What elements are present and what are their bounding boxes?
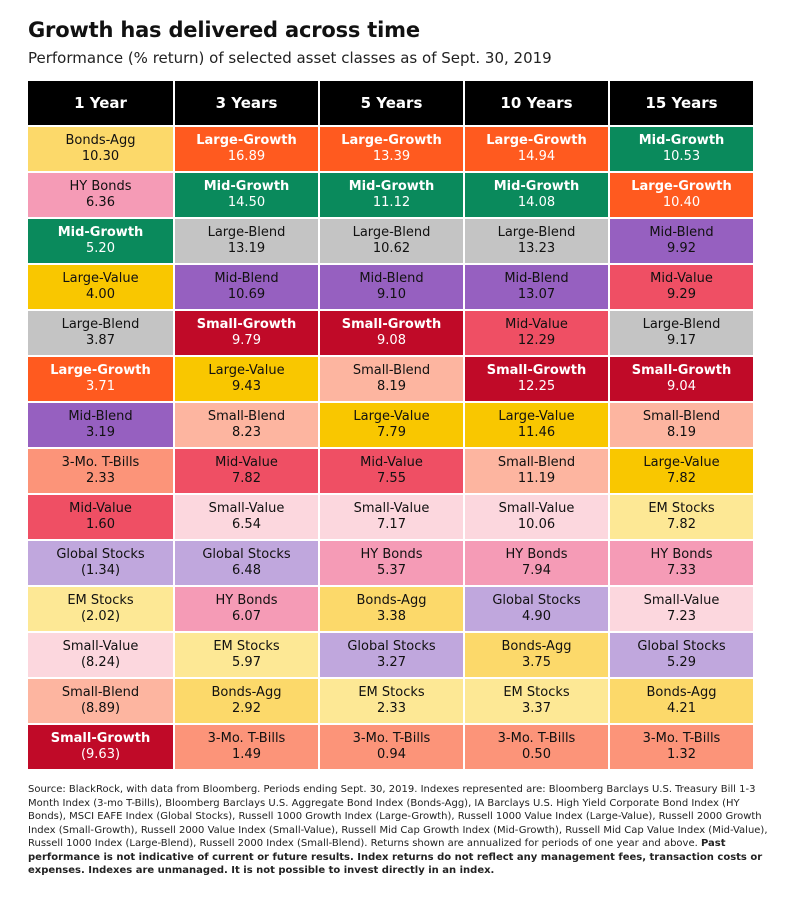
return-value: 9.10 [377, 287, 406, 302]
asset-class-label: 3-Mo. T-Bills [61, 455, 140, 470]
return-value: 3.87 [86, 333, 115, 348]
asset-class-label: Mid-Value [650, 271, 713, 286]
table-column [173, 125, 318, 769]
table-cell [28, 125, 173, 171]
asset-class-label: Large-Value [643, 455, 720, 470]
return-value: 11.46 [517, 425, 556, 440]
return-value: 2.33 [86, 471, 115, 486]
table-cell [28, 217, 173, 263]
asset-class-label: Mid-Value [505, 317, 568, 332]
asset-class-label: Mid-Growth [57, 225, 144, 240]
asset-class-label: Small-Value [62, 639, 139, 654]
table-cell [175, 539, 318, 585]
asset-class-label: Mid-Growth [348, 179, 435, 194]
return-value: 2.92 [232, 701, 261, 716]
table-header-row [28, 81, 753, 125]
table-cell [610, 539, 753, 585]
table-cell [175, 401, 318, 447]
table-cell [175, 171, 318, 217]
table-cell [320, 263, 463, 309]
return-value: 11.12 [372, 195, 411, 210]
return-value: 10.53 [662, 149, 701, 164]
table-cell [320, 309, 463, 355]
table-cell [465, 355, 608, 401]
table-cell [610, 447, 753, 493]
table-cell [320, 171, 463, 217]
asset-class-label: Small-Growth [486, 363, 587, 378]
table-cell [610, 677, 753, 723]
table-cell [175, 493, 318, 539]
table-cell [28, 355, 173, 401]
return-value: 4.90 [522, 609, 551, 624]
asset-class-label: Small-Growth [50, 731, 151, 746]
asset-class-label: Bonds-Agg [501, 639, 572, 654]
return-value: 3.27 [377, 655, 406, 670]
table-cell [465, 401, 608, 447]
return-value: 9.04 [667, 379, 696, 394]
table-cell [610, 723, 753, 769]
table-cell [175, 631, 318, 677]
table-cell [320, 125, 463, 171]
asset-class-label: Small-Blend [207, 409, 286, 424]
return-value: 0.94 [377, 747, 406, 762]
return-value: 16.89 [227, 149, 266, 164]
table-cell [610, 171, 753, 217]
table-cell [465, 125, 608, 171]
asset-class-label: Mid-Growth [203, 179, 290, 194]
asset-class-label: Large-Growth [50, 363, 151, 378]
asset-class-label: Small-Value [643, 593, 720, 608]
asset-class-label: Small-Blend [352, 363, 431, 378]
asset-class-label: Large-Value [208, 363, 285, 378]
return-value: 0.50 [522, 747, 551, 762]
return-value: 4.21 [667, 701, 696, 716]
return-value: 3.37 [522, 701, 551, 716]
asset-class-label: Global Stocks [56, 547, 145, 562]
asset-class-label: Global Stocks [202, 547, 291, 562]
table-column [608, 125, 753, 769]
asset-class-label: Small-Blend [61, 685, 140, 700]
return-value: 7.79 [377, 425, 406, 440]
asset-class-label: Large-Blend [642, 317, 721, 332]
table-cell [320, 447, 463, 493]
return-value: 5.37 [377, 563, 406, 578]
table-cell [610, 217, 753, 263]
table-cell [175, 263, 318, 309]
asset-class-label: Small-Growth [196, 317, 297, 332]
table-cell [28, 677, 173, 723]
table-cell [28, 309, 173, 355]
return-value: 7.82 [232, 471, 261, 486]
asset-class-label: Bonds-Agg [211, 685, 282, 700]
asset-class-label: 3-Mo. T-Bills [642, 731, 721, 746]
asset-class-label: Small-Growth [631, 363, 732, 378]
table-cell [465, 309, 608, 355]
table-cell [175, 447, 318, 493]
asset-class-label: Global Stocks [347, 639, 436, 654]
table-cell [465, 631, 608, 677]
return-value: 9.08 [377, 333, 406, 348]
asset-class-label: Large-Value [353, 409, 430, 424]
asset-class-label: Global Stocks [492, 593, 581, 608]
return-value: 14.50 [227, 195, 266, 210]
footnote [28, 783, 768, 878]
asset-class-label: Mid-Value [360, 455, 423, 470]
table-cell [610, 585, 753, 631]
return-value: 3.75 [522, 655, 551, 670]
asset-class-label: Global Stocks [637, 639, 726, 654]
column-header: 3 Years [173, 81, 318, 125]
table-cell [175, 125, 318, 171]
asset-class-label: Mid-Growth [493, 179, 580, 194]
table-cell [28, 723, 173, 769]
asset-class-label: Large-Value [62, 271, 139, 286]
return-value: 3.19 [86, 425, 115, 440]
table-cell [610, 401, 753, 447]
table-cell [28, 401, 173, 447]
asset-class-label: HY Bonds [360, 547, 423, 562]
return-value: 8.19 [667, 425, 696, 440]
asset-class-label: Small-Value [498, 501, 575, 516]
return-value: 13.07 [517, 287, 556, 302]
table-column [463, 125, 608, 769]
asset-class-label: Large-Blend [207, 225, 286, 240]
return-value: (8.24) [80, 655, 121, 670]
table-cell [320, 631, 463, 677]
table-column [28, 125, 173, 769]
column-header: 15 Years [608, 81, 753, 125]
asset-class-label: Large-Blend [61, 317, 140, 332]
table-cell [175, 309, 318, 355]
asset-class-label: Mid-Blend [68, 409, 133, 424]
asset-class-label: EM Stocks [358, 685, 425, 700]
asset-class-label: Small-Growth [341, 317, 442, 332]
table-cell [28, 539, 173, 585]
return-value: 10.69 [227, 287, 266, 302]
asset-class-label: 3-Mo. T-Bills [207, 731, 286, 746]
return-value: 7.82 [667, 471, 696, 486]
asset-class-label: Mid-Growth [638, 133, 725, 148]
table-cell [175, 217, 318, 263]
asset-class-label: Small-Blend [497, 455, 576, 470]
table-cell [28, 447, 173, 493]
return-value: 10.62 [372, 241, 411, 256]
asset-class-label: HY Bonds [69, 179, 132, 194]
return-value: 6.36 [86, 195, 115, 210]
return-value: 6.48 [232, 563, 261, 578]
table-cell [465, 263, 608, 309]
return-value: 6.54 [232, 517, 261, 532]
table-cell [465, 447, 608, 493]
table-cell [28, 171, 173, 217]
return-value: 7.55 [377, 471, 406, 486]
table-cell [465, 493, 608, 539]
table-cell [610, 309, 753, 355]
return-value: (8.89) [80, 701, 121, 716]
asset-class-label: HY Bonds [650, 547, 713, 562]
return-value: 14.08 [517, 195, 556, 210]
asset-class-label: 3-Mo. T-Bills [497, 731, 576, 746]
table-cell [28, 263, 173, 309]
return-value: 11.19 [517, 471, 556, 486]
return-value: 7.33 [667, 563, 696, 578]
table-cell [610, 355, 753, 401]
footnote-disclaimer: Past performance is not indicative of current or future results. Index returns do not reflect any management fees, transaction costs or expenses. Indexes are unmanaged. It is not possible to invest directly in an index. [28, 838, 763, 876]
return-value: 2.33 [377, 701, 406, 716]
asset-class-label: EM Stocks [213, 639, 280, 654]
return-value: 8.19 [377, 379, 406, 394]
return-value: 5.29 [667, 655, 696, 670]
table-cell [175, 723, 318, 769]
return-value: 13.39 [372, 149, 411, 164]
return-value: 7.23 [667, 609, 696, 624]
return-value: (2.02) [80, 609, 121, 624]
table-cell [465, 585, 608, 631]
return-value: (9.63) [80, 747, 121, 762]
returns-table [28, 81, 753, 769]
table-cell [320, 355, 463, 401]
chart-title: Growth has delivered across time [28, 18, 420, 42]
asset-class-label: EM Stocks [67, 593, 134, 608]
return-value: 5.97 [232, 655, 261, 670]
table-cell [28, 631, 173, 677]
table-cell [610, 125, 753, 171]
table-cell [465, 539, 608, 585]
table-cell [465, 217, 608, 263]
asset-class-label: Large-Growth [196, 133, 297, 148]
asset-class-label: Small-Value [208, 501, 285, 516]
asset-class-label: Mid-Blend [359, 271, 424, 286]
asset-class-label: Mid-Value [69, 501, 132, 516]
asset-class-label: Small-Blend [642, 409, 721, 424]
return-value: 5.20 [86, 241, 115, 256]
table-cell [610, 631, 753, 677]
return-value: 9.29 [667, 287, 696, 302]
footnote-text: Source: BlackRock, with data from Bloomberg. Periods ending Sept. 30, 2019. Indexes represented are: Bloomberg Barclays U.S. Treasury Bill 1-3 Month Index (3-mo T-Bills), Bloomberg Barclays U.S. Aggregate Bond Index (Bonds-Agg), IA Barclays U.S. High Yield Corporate Bond Index (HY Bonds), MSCI EAFE Index (Global Stocks), Russell 1000 Growth Index (Large-Growth), Russell 1000 Value Index (Large-Value), Russell 2000 Growth Index (Small-Growth), Russell 2000 Value Index (Small-Value), Russell Mid Cap Growth Index (Mid-Growth), Russell Mid Cap Value Index (Mid-Value), Russell 1000 Index (Large-Blend), Russell 2000 Index (Small-Blend). Returns shown are annualized for periods of one year and above. [28, 784, 768, 849]
table-cell [320, 217, 463, 263]
column-header: 1 Year [74, 94, 127, 112]
table-cell [320, 723, 463, 769]
return-value: (1.34) [80, 563, 121, 578]
return-value: 3.38 [377, 609, 406, 624]
table-cell [175, 677, 318, 723]
return-value: 7.94 [522, 563, 551, 578]
asset-class-label: Bonds-Agg [65, 133, 136, 148]
table-cell [175, 355, 318, 401]
asset-class-label: Bonds-Agg [356, 593, 427, 608]
return-value: 9.17 [667, 333, 696, 348]
asset-class-label: HY Bonds [505, 547, 568, 562]
table-cell [320, 677, 463, 723]
table-cell [175, 585, 318, 631]
table-cell [610, 493, 753, 539]
table-cell [610, 263, 753, 309]
table-cell [320, 585, 463, 631]
return-value: 14.94 [517, 149, 556, 164]
asset-class-label: Large-Growth [486, 133, 587, 148]
return-value: 7.17 [377, 517, 406, 532]
return-value: 4.00 [86, 287, 115, 302]
table-cell [465, 723, 608, 769]
return-value: 9.43 [232, 379, 261, 394]
table-cell [28, 493, 173, 539]
return-value: 12.25 [517, 379, 556, 394]
return-value: 6.07 [232, 609, 261, 624]
column-header: 5 Years [318, 81, 463, 125]
asset-class-label: EM Stocks [648, 501, 715, 516]
asset-class-label: Large-Blend [352, 225, 431, 240]
asset-class-label: HY Bonds [215, 593, 278, 608]
asset-class-label: Large-Value [498, 409, 575, 424]
table-cell [320, 401, 463, 447]
asset-class-label: Small-Value [353, 501, 430, 516]
asset-class-label: 3-Mo. T-Bills [352, 731, 431, 746]
return-value: 1.60 [86, 517, 115, 532]
asset-class-label: Large-Growth [631, 179, 732, 194]
return-value: 12.29 [517, 333, 556, 348]
return-value: 1.32 [667, 747, 696, 762]
return-value: 13.23 [517, 241, 556, 256]
table-cell [465, 171, 608, 217]
chart-subtitle: Performance (% return) of selected asset classes as of Sept. 30, 2019 [28, 49, 552, 67]
return-value: 7.82 [667, 517, 696, 532]
asset-class-label: Mid-Blend [649, 225, 714, 240]
table-column [318, 125, 463, 769]
return-value: 1.49 [232, 747, 261, 762]
return-value: 10.06 [517, 517, 556, 532]
return-value: 10.40 [662, 195, 701, 210]
return-value: 3.71 [86, 379, 115, 394]
return-value: 8.23 [232, 425, 261, 440]
return-value: 9.79 [232, 333, 261, 348]
return-value: 9.92 [667, 241, 696, 256]
asset-class-label: Bonds-Agg [646, 685, 717, 700]
asset-class-label: Mid-Blend [504, 271, 569, 286]
table-cell [28, 585, 173, 631]
table-cell [465, 677, 608, 723]
column-header: 10 Years [463, 81, 608, 125]
asset-class-label: Mid-Value [215, 455, 278, 470]
asset-class-label: Mid-Blend [214, 271, 279, 286]
asset-class-label: Large-Growth [341, 133, 442, 148]
return-value: 10.30 [81, 149, 120, 164]
return-value: 13.19 [227, 241, 266, 256]
table-columns [28, 125, 753, 769]
table-cell [320, 539, 463, 585]
asset-class-label: EM Stocks [503, 685, 570, 700]
asset-class-label: Large-Blend [497, 225, 576, 240]
table-cell [320, 493, 463, 539]
